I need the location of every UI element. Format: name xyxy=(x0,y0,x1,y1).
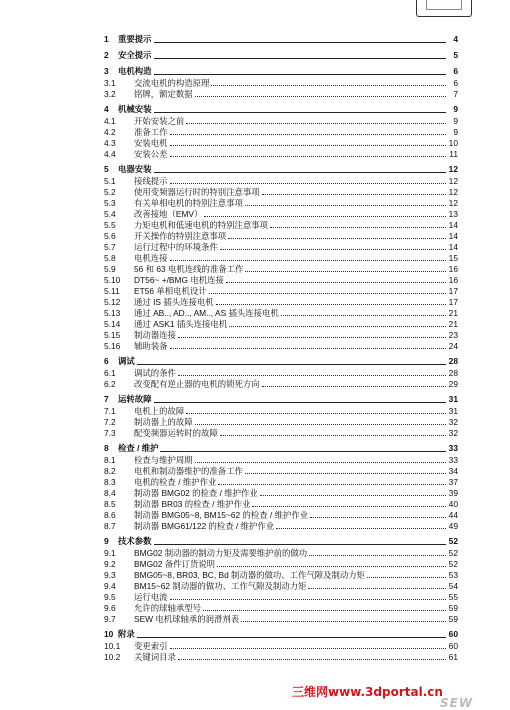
toc-subsection-page: 55 xyxy=(448,592,458,602)
toc-subsection-page: 31 xyxy=(448,406,458,416)
toc-subsection[interactable] xyxy=(104,116,458,127)
toc-subsection-number: 8.4 xyxy=(104,488,116,498)
toc-subsection[interactable] xyxy=(104,89,458,100)
toc-subsection-page: 60 xyxy=(448,641,458,651)
toc-chapter-page: 52 xyxy=(448,536,458,546)
toc-subsection-title: 电机和制动器维护的准备工作 xyxy=(134,466,243,476)
toc-subsection-page: 44 xyxy=(448,510,458,520)
toc-subsection[interactable] xyxy=(104,570,458,581)
toc-chapter-title: 电机构造 xyxy=(118,66,152,76)
toc-subsection-number: 5.2 xyxy=(104,187,116,197)
top-corner-tab xyxy=(416,0,472,17)
toc-subsection-title: BMG02 备件订货说明 xyxy=(134,559,215,569)
toc-chapter[interactable] xyxy=(104,442,458,455)
toc-subsection-page: 12 xyxy=(448,176,458,186)
toc-subsection[interactable] xyxy=(104,319,458,330)
toc-subsection[interactable] xyxy=(104,379,458,390)
toc-section xyxy=(104,65,458,100)
toc-section xyxy=(104,163,458,352)
toc-subsection-title: 接线提示 xyxy=(134,176,168,186)
toc-section xyxy=(104,628,458,663)
toc-subsection-title: 力矩电机和低速电机的特别注意事项 xyxy=(134,220,268,230)
toc-subsection-title: 电机的检查 / 维护作业 xyxy=(134,477,217,487)
toc-section xyxy=(104,393,458,439)
toc-chapter-number: 5 xyxy=(104,164,109,174)
dot-leader xyxy=(170,145,447,146)
toc-subsection-page: 13 xyxy=(448,209,458,219)
dot-leader xyxy=(154,74,447,75)
dot-leader xyxy=(170,156,447,157)
toc-subsection[interactable] xyxy=(104,253,458,264)
dot-leader xyxy=(137,364,446,365)
toc-chapter-title: 机械安装 xyxy=(118,104,152,114)
toc-subsection-page: 6 xyxy=(453,78,458,88)
toc-subsection-title: 制动器 BR03 的检查 / 维护作业 xyxy=(134,499,251,509)
toc-subsection[interactable] xyxy=(104,368,458,379)
toc-subsection[interactable] xyxy=(104,499,458,510)
toc-subsection-number: 5.16 xyxy=(104,341,121,351)
toc-subsection-page: 23 xyxy=(448,330,458,340)
toc-subsection-title: 检查与维护周期 xyxy=(134,455,193,465)
toc-subsection-number: 5.7 xyxy=(104,242,116,252)
dot-leader xyxy=(220,435,446,436)
toc-subsection-title: 制动器上的故障 xyxy=(134,417,193,427)
toc-subsection-page: 17 xyxy=(448,297,458,307)
toc-chapter[interactable] xyxy=(104,49,458,62)
dot-leader xyxy=(178,375,446,376)
toc-subsection-number: 6.1 xyxy=(104,368,116,378)
toc-subsection-page: 52 xyxy=(448,559,458,569)
toc-subsection-title: 辅助装备 xyxy=(134,341,168,351)
toc-subsection-number: 9.7 xyxy=(104,614,116,624)
toc-subsection[interactable] xyxy=(104,406,458,417)
dot-leader xyxy=(260,495,446,496)
toc-subsection-title: BM15~62 制动器的做功、工作气隙及制动力矩 xyxy=(134,581,307,591)
toc-subsection-number: 5.5 xyxy=(104,220,116,230)
toc-subsection-title: 通过 IS 插头连接电机 xyxy=(134,297,214,307)
toc-subsection[interactable] xyxy=(104,521,458,532)
toc-subsection-page: 12 xyxy=(448,198,458,208)
toc-subsection-page: 10 xyxy=(448,138,458,148)
toc-chapter-title: 技术参数 xyxy=(118,536,152,546)
toc-subsection[interactable] xyxy=(104,477,458,488)
toc-subsection[interactable] xyxy=(104,417,458,428)
dot-leader xyxy=(262,194,446,195)
toc-subsection-page: 24 xyxy=(448,341,458,351)
toc-subsection[interactable] xyxy=(104,603,458,614)
toc-subsection-page: 14 xyxy=(448,231,458,241)
toc-subsection[interactable] xyxy=(104,510,458,521)
dot-leader xyxy=(178,659,446,660)
dot-leader xyxy=(137,637,446,638)
toc-chapter-title: 附录 xyxy=(118,629,135,639)
toc-subsection-number: 9.5 xyxy=(104,592,116,602)
toc-subsection-title: 允许的球轴承型号 xyxy=(134,603,201,613)
toc-subsection-number: 4.4 xyxy=(104,149,116,159)
toc-chapter-page: 33 xyxy=(448,443,458,453)
toc-subsection-number: 9.6 xyxy=(104,603,116,613)
toc-subsection-number: 9.4 xyxy=(104,581,116,591)
toc-subsection-title: 使用变频器运行时的特别注意事项 xyxy=(134,187,260,197)
dot-leader xyxy=(186,123,446,124)
toc-subsection-number: 9.1 xyxy=(104,548,116,558)
toc-subsection-number: 5.4 xyxy=(104,209,116,219)
toc-subsection[interactable] xyxy=(104,264,458,275)
toc-subsection[interactable] xyxy=(104,341,458,352)
watermark xyxy=(292,683,443,700)
toc-subsection-page: 39 xyxy=(448,488,458,498)
dot-leader xyxy=(367,577,446,578)
toc-subsection-page: 11 xyxy=(449,149,458,159)
dot-leader xyxy=(186,413,446,414)
toc-subsection-number: 6.2 xyxy=(104,379,116,389)
dot-leader xyxy=(245,271,446,272)
toc-subsection-page: 34 xyxy=(448,466,458,476)
toc-subsection-page: 16 xyxy=(448,264,458,274)
toc-chapter-page: 60 xyxy=(448,629,458,639)
toc-subsection-number: 10.2 xyxy=(104,652,121,662)
toc-chapter-number: 3 xyxy=(104,66,109,76)
dot-leader xyxy=(276,528,446,529)
dot-leader xyxy=(220,249,446,250)
toc-subsection-number: 7.2 xyxy=(104,417,116,427)
dot-leader xyxy=(170,260,447,261)
dot-leader xyxy=(262,386,446,387)
toc-chapter[interactable] xyxy=(104,393,458,406)
toc-subsection-page: 28 xyxy=(448,368,458,378)
dot-leader xyxy=(170,348,447,349)
toc-subsection-number: 9.2 xyxy=(104,559,116,569)
toc-subsection-title: 制动器 BMG02 的检查 / 维护作业 xyxy=(134,488,258,498)
toc-subsection-page: 9 xyxy=(453,127,458,137)
toc-subsection-page: 49 xyxy=(448,521,458,531)
toc-subsection[interactable] xyxy=(104,231,458,242)
dot-leader xyxy=(154,112,447,113)
toc-subsection[interactable] xyxy=(104,614,458,625)
dot-leader xyxy=(241,621,446,622)
toc-subsection-number: 4.2 xyxy=(104,127,116,137)
dot-leader xyxy=(195,462,446,463)
toc-subsection-title: 改变配有逆止器的电机的锁死方向 xyxy=(134,379,260,389)
toc-subsection-number: 5.6 xyxy=(104,231,116,241)
toc-subsection-page: 15 xyxy=(448,253,458,263)
dot-leader xyxy=(228,238,446,239)
toc-subsection[interactable] xyxy=(104,286,458,297)
toc-subsection-title: BMG05~8, BR03, BC, Bd 制动器的做功、工作气隙及制动力矩 xyxy=(134,570,366,580)
toc-subsection-number: 7.1 xyxy=(104,406,116,416)
toc-chapter-number: 9 xyxy=(104,536,109,546)
toc-subsection-number: 8.1 xyxy=(104,455,116,465)
toc-subsection-number: 3.2 xyxy=(104,89,116,99)
dot-leader xyxy=(154,42,447,43)
dot-leader xyxy=(195,424,446,425)
toc-subsection-page: 21 xyxy=(448,319,458,329)
toc-subsection-page: 33 xyxy=(448,455,458,465)
toc-subsection-title: 配变频器运转时的故障 xyxy=(134,428,218,438)
toc-subsection-number: 5.8 xyxy=(104,253,116,263)
toc-chapter-title: 电器安装 xyxy=(118,164,152,174)
toc-subsection-title: 制动器连接 xyxy=(134,330,176,340)
toc-subsection-title: 安装公差 xyxy=(134,149,168,159)
toc-subsection-title: BMG02 制动器的制动力矩及需要维护前的做功 xyxy=(134,548,308,558)
toc-subsection-number: 5.14 xyxy=(104,319,121,329)
toc-subsection-number: 10.1 xyxy=(104,641,121,651)
dot-leader xyxy=(309,555,446,556)
toc-chapter[interactable] xyxy=(104,163,458,176)
toc-subsection-title: 有关单相电机的特别注意事项 xyxy=(134,198,243,208)
toc-subsection[interactable] xyxy=(104,198,458,209)
toc-subsection-page: 14 xyxy=(448,242,458,252)
dot-leader xyxy=(310,517,446,518)
dot-leader xyxy=(195,96,446,97)
toc-subsection-title: 运行过程中的环境条件 xyxy=(134,242,218,252)
toc-subsection[interactable] xyxy=(104,78,458,89)
toc-chapter-page: 5 xyxy=(453,50,458,60)
toc-subsection-title: 关键词目录 xyxy=(134,652,176,662)
toc-subsection[interactable] xyxy=(104,220,458,231)
toc-chapter[interactable] xyxy=(104,103,458,116)
toc-subsection-title: 改善接地（EMV） xyxy=(134,209,203,219)
toc-subsection-title: 制动器 BMG05~8, BM15~62 的检查 / 维护作业 xyxy=(134,510,309,520)
toc-subsection-page: 59 xyxy=(448,603,458,613)
dot-leader xyxy=(308,588,446,589)
dot-leader xyxy=(154,544,447,545)
toc-chapter-page: 31 xyxy=(448,394,458,404)
toc-chapter[interactable] xyxy=(104,33,458,46)
toc-subsection-page: 61 xyxy=(448,652,458,662)
dot-leader xyxy=(226,282,446,283)
sew-logo: SEW xyxy=(440,696,474,710)
toc-chapter-number: 1 xyxy=(104,34,109,44)
dot-leader xyxy=(170,648,447,649)
table-of-contents xyxy=(104,30,458,665)
toc-subsection-number: 5.1 xyxy=(104,176,116,186)
dot-leader xyxy=(170,599,447,600)
watermark-prefix: 三维网 xyxy=(292,685,329,699)
toc-subsection[interactable] xyxy=(104,242,458,253)
toc-chapter-title: 重要提示 xyxy=(118,34,152,44)
toc-subsection-title: 通过 AB.., AD.., AM.., AS 插头连接电机 xyxy=(134,308,279,318)
dot-leader xyxy=(252,506,446,507)
toc-subsection[interactable] xyxy=(104,209,458,220)
dot-leader xyxy=(211,85,446,86)
toc-subsection-number: 4.1 xyxy=(104,116,116,126)
toc-chapter[interactable] xyxy=(104,355,458,368)
dot-leader xyxy=(203,610,446,611)
toc-section xyxy=(104,49,458,62)
toc-subsection-number: 8.7 xyxy=(104,521,116,531)
dot-leader xyxy=(216,304,446,305)
dot-leader xyxy=(245,473,446,474)
toc-subsection-number: 5.15 xyxy=(104,330,121,340)
toc-section xyxy=(104,535,458,625)
toc-subsection-number: 8.2 xyxy=(104,466,116,476)
toc-subsection[interactable] xyxy=(104,127,458,138)
toc-chapter-title: 调试 xyxy=(118,356,135,366)
toc-subsection[interactable] xyxy=(104,138,458,149)
toc-subsection-title: 交流电机的构造原理 xyxy=(134,78,210,88)
toc-chapter[interactable] xyxy=(104,535,458,548)
toc-subsection[interactable] xyxy=(104,548,458,559)
toc-chapter[interactable] xyxy=(104,628,458,641)
toc-subsection[interactable] xyxy=(104,559,458,570)
toc-chapter-title: 检查 / 维护 xyxy=(118,443,159,453)
toc-subsection-page: 16 xyxy=(448,275,458,285)
dot-leader xyxy=(281,315,446,316)
toc-chapter-title: 运转故障 xyxy=(118,394,152,404)
dot-leader xyxy=(178,337,446,338)
toc-chapter-page: 9 xyxy=(453,104,458,114)
toc-chapter-title: 安全提示 xyxy=(118,50,152,60)
toc-subsection-page: 9 xyxy=(453,116,458,126)
toc-subsection-page: 7 xyxy=(453,89,458,99)
toc-subsection-number: 5.13 xyxy=(104,308,121,318)
toc-subsection-page: 12 xyxy=(448,187,458,197)
toc-subsection-title: DT56~ +/BMG 电机连接 xyxy=(134,275,224,285)
toc-subsection[interactable] xyxy=(104,592,458,603)
toc-subsection-title: 电机连接 xyxy=(134,253,168,263)
toc-subsection-number: 4.3 xyxy=(104,138,116,148)
toc-subsection-number: 8.6 xyxy=(104,510,116,520)
toc-subsection[interactable] xyxy=(104,149,458,160)
toc-subsection[interactable] xyxy=(104,466,458,477)
toc-chapter-number: 10 xyxy=(104,629,114,639)
dot-leader xyxy=(209,293,446,294)
toc-subsection-number: 8.5 xyxy=(104,499,116,509)
toc-chapter-page: 4 xyxy=(453,34,458,44)
dot-leader xyxy=(217,566,446,567)
toc-subsection-number: 5.9 xyxy=(104,264,116,274)
toc-subsection-title: 准备工作 xyxy=(134,127,168,137)
toc-subsection-page: 32 xyxy=(448,417,458,427)
toc-subsection-number: 5.12 xyxy=(104,297,121,307)
toc-section xyxy=(104,103,458,160)
toc-subsection-number: 7.3 xyxy=(104,428,116,438)
toc-subsection-title: 调试的条件 xyxy=(134,368,176,378)
dot-leader xyxy=(160,451,446,452)
toc-subsection-title: 铭牌，额定数据 xyxy=(134,89,193,99)
dot-leader xyxy=(170,134,447,135)
toc-subsection-title: ET56 单相电机设计 xyxy=(134,286,207,296)
toc-subsection[interactable] xyxy=(104,187,458,198)
toc-subsection-page: 59 xyxy=(448,614,458,624)
toc-chapter-number: 7 xyxy=(104,394,109,404)
toc-chapter-number: 6 xyxy=(104,356,109,366)
dot-leader xyxy=(245,205,446,206)
toc-section xyxy=(104,33,458,46)
toc-subsection[interactable] xyxy=(104,652,458,663)
watermark-host: www.3dportal.cn xyxy=(328,685,443,699)
toc-subsection-page: 21 xyxy=(448,308,458,318)
toc-subsection[interactable] xyxy=(104,581,458,592)
toc-subsection-number: 9.3 xyxy=(104,570,116,580)
dot-leader xyxy=(229,326,446,327)
toc-subsection-title: 变更索引 xyxy=(134,641,168,651)
toc-subsection[interactable] xyxy=(104,455,458,466)
dot-leader xyxy=(170,183,447,184)
dot-leader xyxy=(204,216,446,217)
toc-subsection-page: 40 xyxy=(448,499,458,509)
toc-subsection-page: 37 xyxy=(448,477,458,487)
toc-subsection-page: 52 xyxy=(448,548,458,558)
toc-chapter-page: 6 xyxy=(453,66,458,76)
toc-subsection-number: 8.3 xyxy=(104,477,116,487)
toc-subsection-title: 运行电流 xyxy=(134,592,168,602)
toc-subsection[interactable] xyxy=(104,330,458,341)
toc-subsection[interactable] xyxy=(104,176,458,187)
toc-chapter-page: 28 xyxy=(448,356,458,366)
toc-subsection-number: 5.10 xyxy=(104,275,121,285)
toc-subsection-title: 通过 ASK1 插头连接电机 xyxy=(134,319,228,329)
dot-leader xyxy=(218,484,446,485)
toc-subsection-page: 53 xyxy=(448,570,458,580)
toc-subsection-number: 5.11 xyxy=(104,286,120,296)
dot-leader xyxy=(154,172,447,173)
toc-subsection-page: 17 xyxy=(448,286,458,296)
toc-subsection-title: 安装电机 xyxy=(134,138,168,148)
toc-subsection[interactable] xyxy=(104,275,458,286)
toc-section xyxy=(104,442,458,532)
toc-subsection-number: 3.1 xyxy=(104,78,116,88)
toc-subsection-page: 32 xyxy=(448,428,458,438)
toc-subsection-title: 开关操作的特别注意事项 xyxy=(134,231,227,241)
toc-chapter-number: 8 xyxy=(104,443,109,453)
toc-subsection[interactable] xyxy=(104,641,458,652)
toc-subsection-title: 56 和 63 电机连线的准备工作 xyxy=(134,264,244,274)
toc-section xyxy=(104,355,458,390)
toc-subsection-page: 29 xyxy=(448,379,458,389)
dot-leader xyxy=(154,402,447,403)
toc-subsection[interactable] xyxy=(104,428,458,439)
toc-subsection-title: 开始安装之前 xyxy=(134,116,185,126)
toc-subsection-page: 54 xyxy=(448,581,458,591)
toc-subsection-page: 14 xyxy=(448,220,458,230)
toc-subsection[interactable] xyxy=(104,488,458,499)
toc-subsection[interactable] xyxy=(104,308,458,319)
toc-chapter[interactable] xyxy=(104,65,458,78)
toc-subsection-number: 5.3 xyxy=(104,198,116,208)
dot-leader xyxy=(154,58,447,59)
toc-chapter-number: 2 xyxy=(104,50,109,60)
toc-chapter-page: 12 xyxy=(448,164,458,174)
dot-leader xyxy=(270,227,446,228)
toc-subsection[interactable] xyxy=(104,297,458,308)
toc-subsection-title: SEW 电机球轴承的润滑剂表 xyxy=(134,614,240,624)
toc-subsection-title: 制动器 BMG61/122 的检查 / 维护作业 xyxy=(134,521,275,531)
toc-subsection-title: 电机上的故障 xyxy=(134,406,185,416)
toc-chapter-number: 4 xyxy=(104,104,109,114)
